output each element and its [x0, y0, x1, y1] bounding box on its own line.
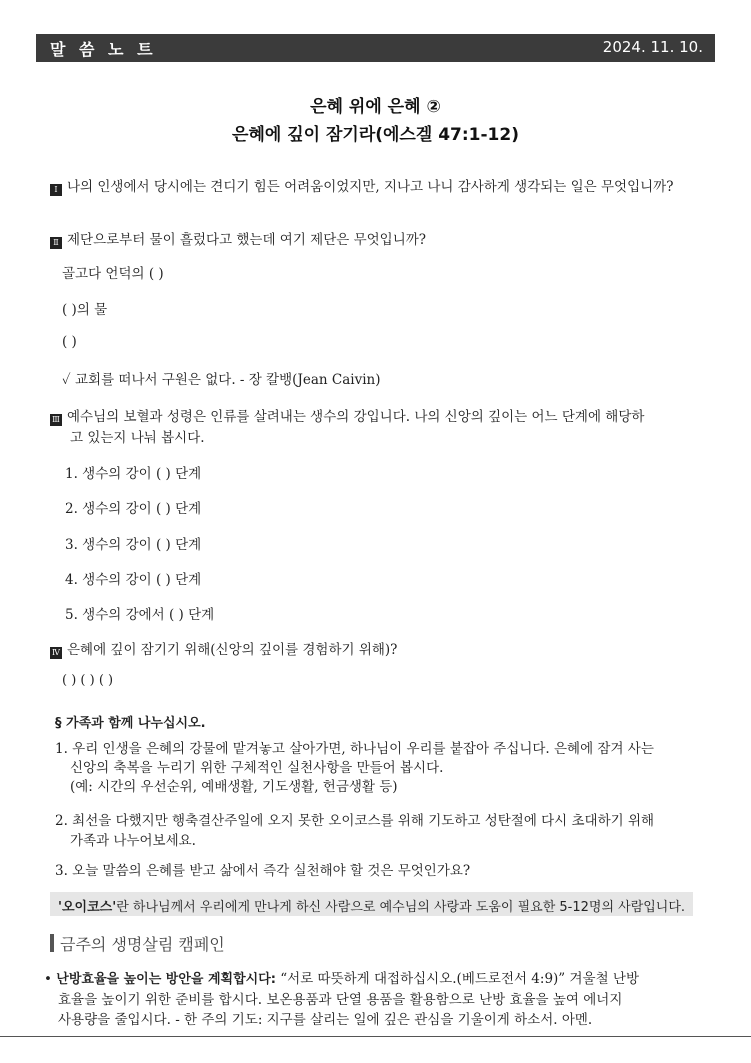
- q3-stage-3: 3. 생수의 강이 ( ) 단계: [65, 537, 202, 553]
- q1-text: 나의 인생에서 당시에는 견디기 힘든 어려움이었지만, 지나고 나니 감사하게 생각되는 일은 무엇입니까?: [67, 179, 674, 195]
- header-date: 2024. 11. 10.: [602, 38, 703, 56]
- q2-blank-1: 골고다 언덕의 ( ): [62, 266, 164, 282]
- family-item-3: 3. 오늘 말씀의 은혜를 받고 삶에서 즉각 실천해야 할 것은 무엇인가요?: [55, 863, 471, 879]
- bottom-rule: [0, 1036, 751, 1037]
- q4-number: Ⅳ: [52, 648, 60, 657]
- campaign-line-1: [44, 967, 639, 987]
- family-item-1-line-1: 1. 우리 인생을 은혜의 강물에 맡겨놓고 살아가면, 하나님이 우리를 붙잡아 주십니다. 은혜에 잠겨 사는: [55, 741, 654, 757]
- question-1: [50, 175, 673, 196]
- bullet-icon: •: [44, 971, 52, 987]
- question-4: [50, 638, 397, 659]
- campaign-text-1: “서로 따뜻하게 대접하십시오.(베드로전서 4:9)” 겨울철 난방: [280, 971, 639, 987]
- q3-stage-2: 2. 생수의 강이 ( ) 단계: [65, 501, 202, 517]
- header-bar: [36, 34, 715, 62]
- campaign-title: 금주의 생명살림 캠페인: [60, 935, 225, 954]
- campaign-line-2: 효율을 높이기 위한 준비를 합시다. 보온용품과 단열 용품을 활용함으로 난방 효율을 높여 에너지: [58, 992, 623, 1008]
- family-item-2-line-2: 가족과 나누어보세요.: [70, 833, 196, 849]
- campaign-bold: 난방효율을 높이는 방안을 계획합시다:: [56, 972, 276, 987]
- family-item-1-line-2: 신앙의 축복을 누리기 위한 구체적인 실천사항을 만들어 봅시다.: [70, 760, 444, 776]
- oikos-text: [58, 896, 685, 915]
- q3-text-cont: 고 있는지 나눠 봅시다.: [70, 430, 205, 446]
- q1-number: Ⅰ: [50, 184, 62, 196]
- campaign-bar-marker: [50, 934, 54, 952]
- oikos-definition: 란 하나님께서 우리에게 만나게 하신 사람으로 예수님의 사랑과 도움이 필요한 5-12명의 사람입니다.: [116, 900, 686, 915]
- q2-number: Ⅱ: [50, 237, 62, 249]
- header-label: 말 씀 노 트: [50, 40, 157, 59]
- sermon-subtitle: 은혜에 깊이 잠기라(에스겔 47:1-12): [232, 125, 519, 145]
- calvin-quote: ✓ 교회를 떠나서 구원은 없다. - 장 칼뱅(Jean Caivin): [62, 372, 381, 388]
- sermon-title: 은혜 위에 은혜 ②: [310, 97, 441, 117]
- q3-text: 예수님의 보혈과 성령은 인류를 살려내는 생수의 강입니다. 나의 신앙의 깊이는 어느 단계에 해당하: [67, 409, 645, 425]
- campaign-line-3: 사용량을 줄입시다. - 한 주의 기도: 지구를 살리는 일에 깊은 관심을 기울이게 하소서. 아멘.: [58, 1012, 593, 1028]
- q3-stage-4: 4. 생수의 강이 ( ) 단계: [65, 572, 202, 588]
- oikos-banner: [50, 892, 693, 916]
- q2-text: 제단으로부터 물이 흘렀다고 했는데 여기 제단은 무엇입니까?: [67, 232, 427, 248]
- q2-blank-3: ( ): [62, 334, 77, 350]
- family-heading: § 가족과 함께 나누십시오.: [55, 716, 206, 731]
- q2-blank-2: ( )의 물: [62, 302, 108, 318]
- family-item-1-line-3: (예: 시간의 우선순위, 예배생활, 기도생활, 헌금생활 등): [70, 779, 398, 795]
- q4-text: 은혜에 깊이 잠기기 위해(신앙의 깊이를 경험하기 위해)?: [67, 642, 398, 658]
- oikos-term: '오이코스': [58, 900, 117, 915]
- q4-blanks: ( ) ( ) ( ): [62, 673, 114, 688]
- q3-stage-5: 5. 생수의 강에서 ( ) 단계: [65, 607, 215, 623]
- family-item-2-line-1: 2. 최선을 다했지만 행축결산주일에 오지 못한 오이코스를 위해 기도하고 성탄절에 다시 초대하기 위해: [55, 813, 655, 829]
- q3-number: Ⅲ: [50, 414, 62, 426]
- q3-stage-1: 1. 생수의 강이 ( ) 단계: [65, 466, 202, 482]
- question-2: [50, 228, 426, 249]
- question-3: [50, 405, 644, 426]
